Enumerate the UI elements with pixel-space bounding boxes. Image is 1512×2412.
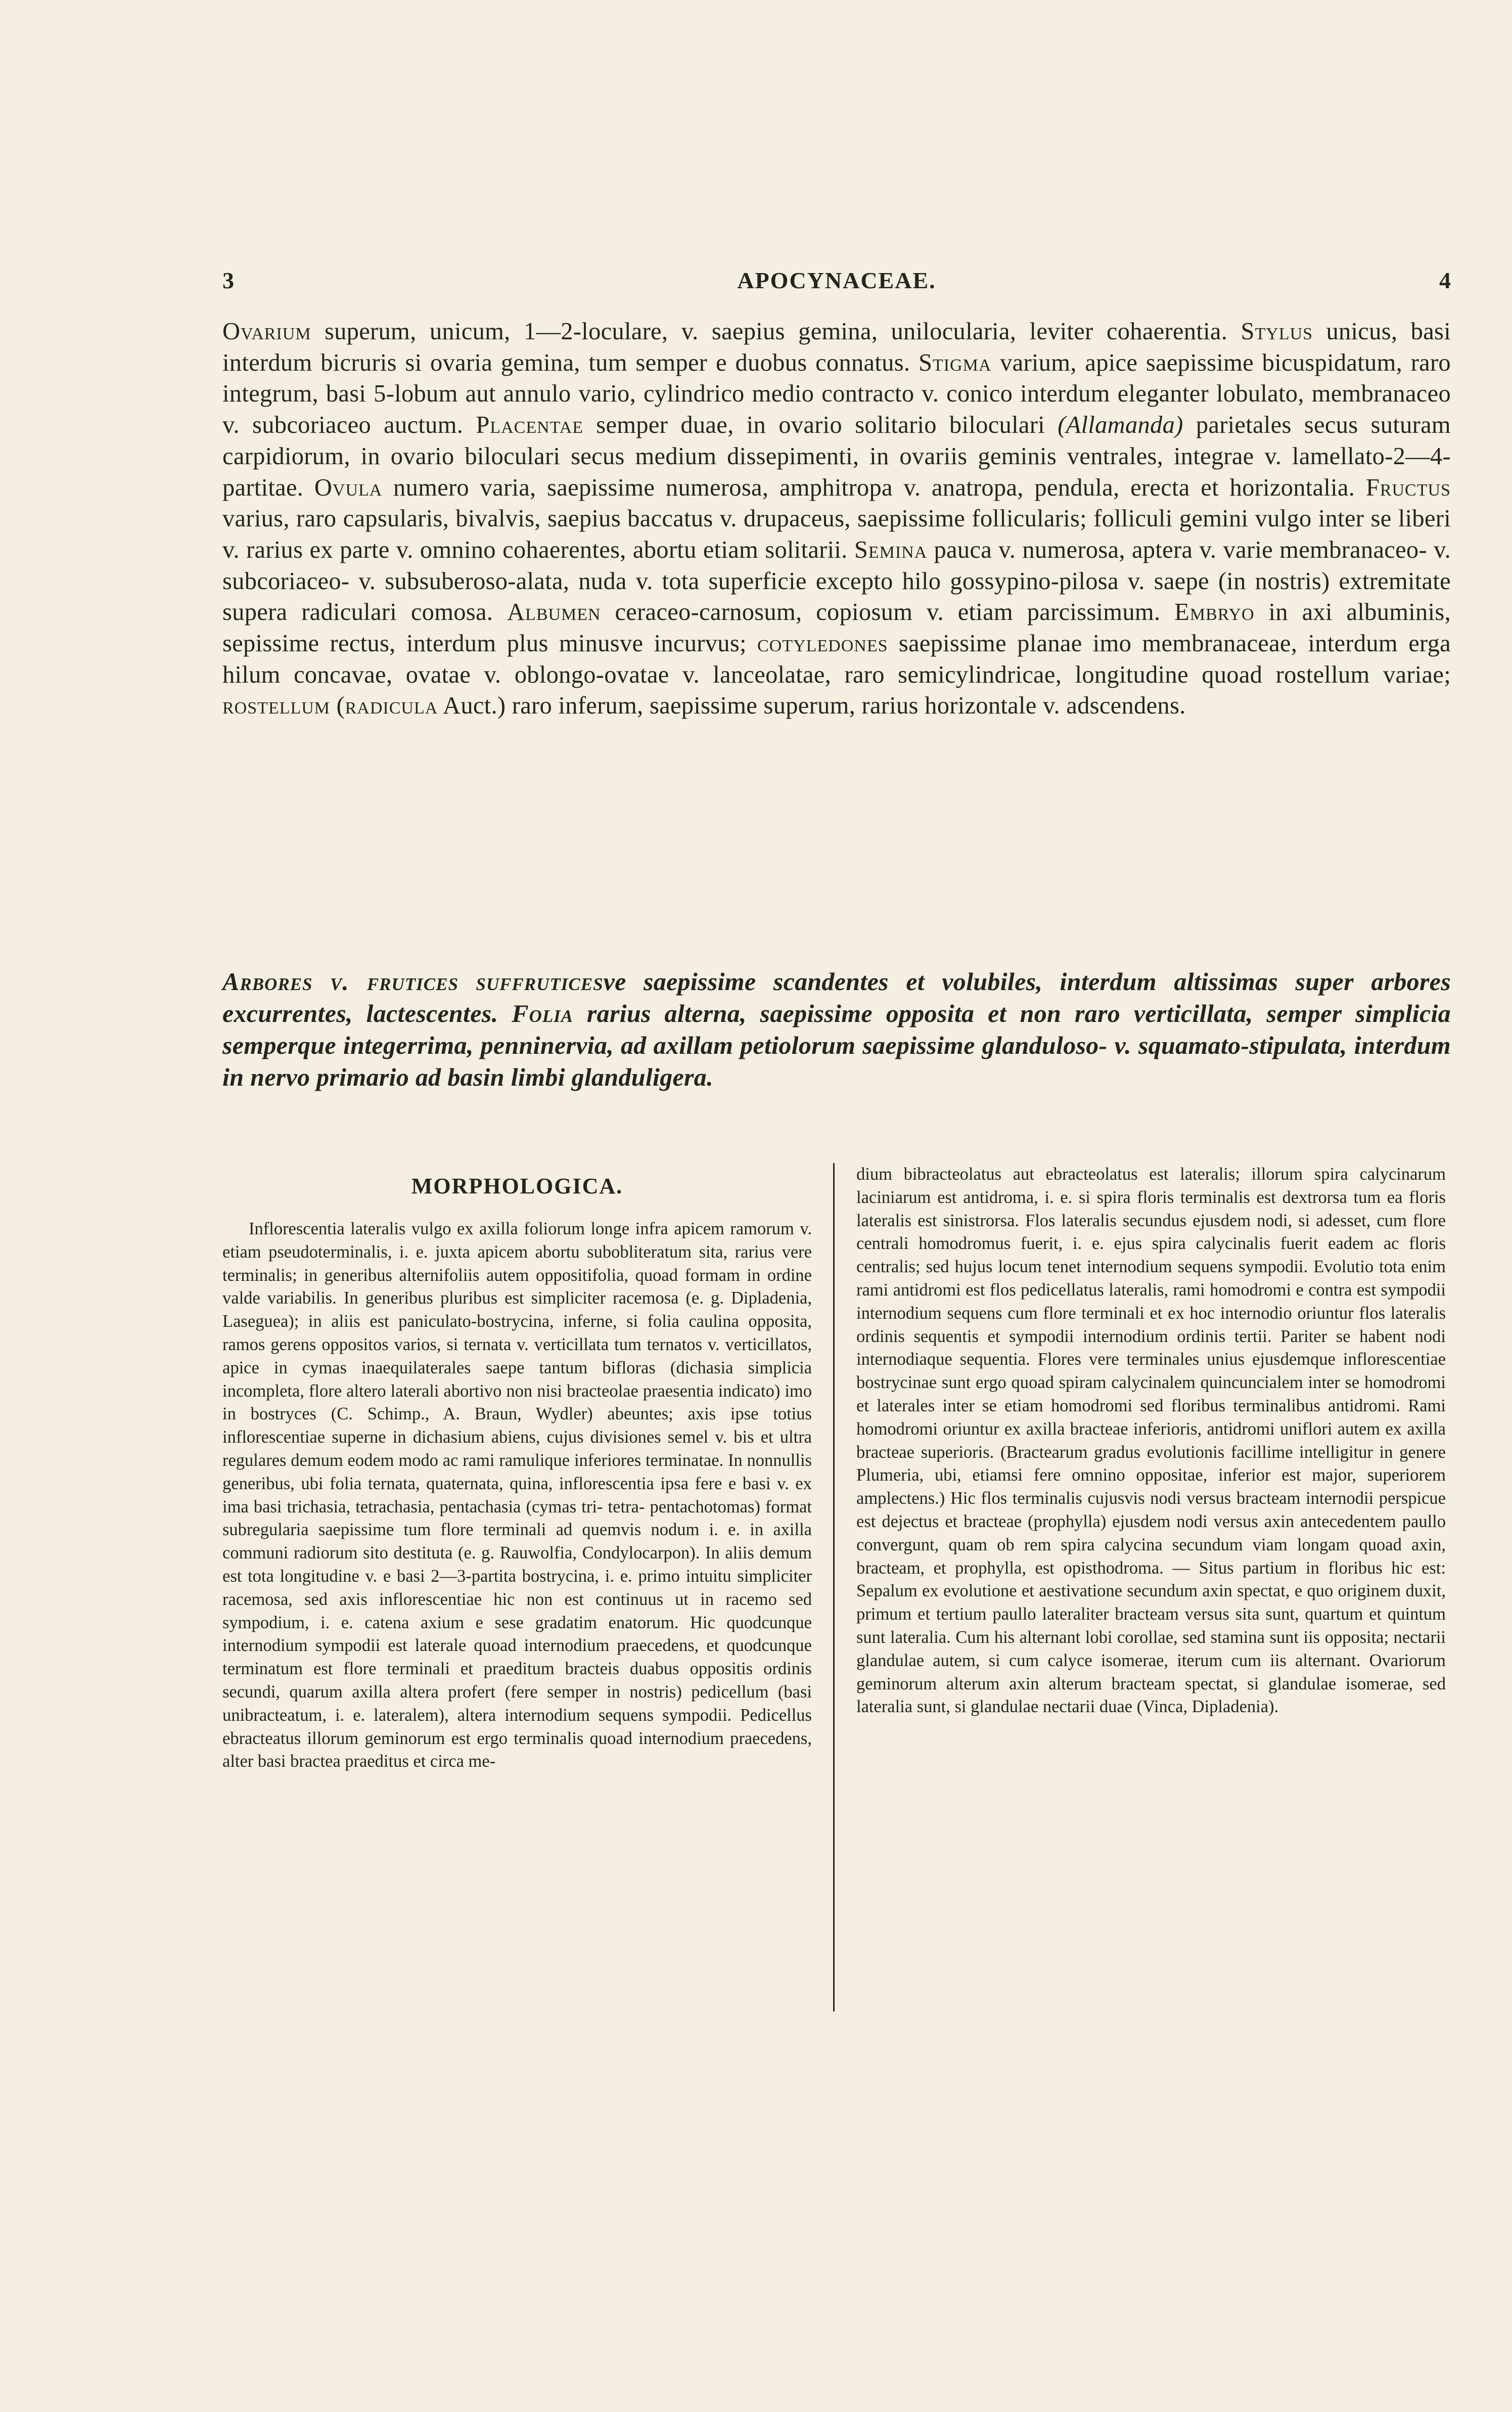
text-semina: pauca v. numerosa, aptera v. varie membranaceo- v. subcoriaceo- v. subsuberoso-alata, nuda v. tota superficie excepto hilo gossypino-pilosa v. saepe (in nostris) extremitate supera radiculari comosa. xyxy=(222,536,1451,626)
column-divider xyxy=(833,1163,835,2012)
right-column-text: dium bibracteolatus aut ebracteolatus est lateralis; illorum spira calycinarum laciniarum est antidroma, i. e. si spira floris terminalis est dextrorsa tum ea floris lateralis est sinistrorsa. Flos lateralis secundus ejusdem nodi, si adesset, cum flore centrali homodromus fuerit, i. e. ejus spira calycinalis fuerit eadem ac floris centralis; sed hujus locum tenet internodium sequens sympodii. Evolutio tota enim rami antidromi est flos pedicellatus lateralis, rami homodromi e contra est sympodii internodium sequens cum flore terminali et ex hoc internodio oriuntur flos lateralis ordinis sequentis et sympodii internodium ordinis tertii. Pariter se habent nodi internodiaque sequentia. Flores vere terminales unius ejusdemque inflorescentiae bostrycinae sunt ergo quoad spiram calycinalem quincuncialem inter se homodromi et laterales inter se etiam homodromi sed floribus terminalibus antidromi. Rami homodromi oriuntur ex axilla bracteae inferioris, antidromi uniflori autem ex axilla bracteae superioris. (Bractearum gradus evolutionis facillime intelligitur in genere Plumeria, ubi, etiamsi fere omnino oppositae, inferior est major, superiorem amplectens.) Hic flos terminalis cujusvis nodi versus bracteam internodii perspicue est dejectus et bracteae (prophylla) ejusdem nodi versus axin antecedentem paullo convergunt, quam ob rem spira calycina secundum viam longam quoad axin, bracteam, et prophylla, est opisthodroma. — Situs partium in floribus hic est: Sepalum ex evolutione et aestivatione secundum axin spectat, e quo originem duxit, primum et tertium paullo lateraliter bracteam versus sita sunt, quartum et quintum sunt lateralia. Cum his alternant lobi corollae, sed stamina sunt iis opposita; nectarii glandulae autem, si cum calyce isomerae, iterum cum iis alternant. Ovariorum geminorum alterum axin alterum bracteam spectat, si glandulae isomerae, sed lateralia sunt, si glandulae nectarii duae (Vinca, Dipladenia). xyxy=(856,1165,1446,1717)
page-number-left: 3 xyxy=(222,267,234,293)
habit-summary xyxy=(222,966,1451,1093)
term-frutices: v. frutices xyxy=(330,967,459,996)
summary-text-folia: rarius alterna, saepissime opposita et non raro verticillata, semper simplicia semperque integerrima, penninervia, ad axillam petiolorum saepissime glanduloso- v. squamato-stipulata, interdum in nervo primario ad basin limbi glanduligera. xyxy=(222,999,1451,1091)
term-fructus: Fructus xyxy=(1365,474,1451,501)
main-paragraph xyxy=(222,316,1451,722)
term-allamanda: (Allamanda) xyxy=(1058,412,1183,439)
text-cotyledones: saepissime planae imo membranaceae, interdum erga hilum concavae, ovatae v. oblongo-ovatae v. lanceolatae, raro semicylindricae, longitudine quoad rostellum variae; xyxy=(222,630,1451,688)
term-arbores: Arbores xyxy=(222,967,313,996)
text-embryo: in axi albuminis, sepissime rectus, interdum plus minusve incurvus; xyxy=(222,599,1451,657)
text-ovula: numero varia, saepissime numerosa, amphitropa v. anatropa, pendula, erecta et horizontalia. xyxy=(393,474,1355,501)
main-description xyxy=(222,316,1451,722)
term-ovula: Ovula xyxy=(314,474,383,501)
page-header xyxy=(222,267,1451,302)
term-ovarium: Ovarium xyxy=(222,318,311,345)
text-rostellum: raro inferum, saepissime superum, rarius horizontale v. adscendens. xyxy=(512,692,1186,720)
summary-text-habit: ve saepissime scandentes et volubiles, interdum altissimas super arbores excurrentes, lactescentes. xyxy=(222,967,1451,1028)
term-suffrutices: suffrutices xyxy=(476,967,604,996)
text-fructus: varius, raro capsularis, bivalvis, saepius baccatus v. drupaceus, saepissime follicularis; folliculi gemini vulgo inter se liberi v. rarius ex parte v. omnino cohaerentes, abortu etiam solitarii. xyxy=(222,505,1451,563)
term-auct: Auct.) xyxy=(443,692,506,720)
term-albumen: Albumen xyxy=(507,599,601,626)
term-folia: Folia xyxy=(512,999,574,1028)
page-number-right: 4 xyxy=(1439,267,1451,293)
term-radicula: (radicula xyxy=(336,692,438,720)
left-column-text: Inflorescentia lateralis vulgo ex axilla foliorum longe infra apicem ramorum v. etiam pseudoterminalis, i. e. juxta apicem abortu subobliteratum sita, rarius vere terminalis; in generibus alternifoliis autem oppositifolia, quoad formam in ordine valde variabilis. In generibus pluribus est simpliciter racemosa (e. g. Dipladenia, Laseguea); in aliis est paniculato-bostrycina, inferne, si folia caulina opposita, ramos gerens oppositos varios, si ternata v. verticillata tum ternatos v. verticillatos, apice in cymas inaequilaterales saepe tantum bifloras (dichasia simplicia incompleta, flore altero laterali abortivo non nisi bracteolae praesentia indicato) imo in bostryces (C. Schimp., A. Braun, Wydler) abeuntes; axis ipse totius inflorescentiae superne in dichasium abiens, cujus divisiones semel v. bis et ultra regulares demum eodem modo ac rami ramulique inferiores terminatae. In nonnullis generibus, ubi folia ternata, quaternata, quina, inflorescentia ipsa fere e basi v. ex ima basi trichasia, tetrachasia, pentachasia (cymas tri- tetra- pentachotomas) format subregularia saepissime tum flore terminali ad quemvis nodum i. e. in axilla communi radiorum sito destituta (e. g. Rauwolfia, Condylocarpon). In aliis demum est tota longitudine v. e basi 2—3-partita bostrycina, i. e. primo intuitu simpliciter racemosa, sed axis inflorescentiae hic non est continuus ut in racemo sed sympodium, i. e. catena axium e sese gradatim enatorum. Hic quodcunque internodium sympodii est laterale quoad internodium praecedens, et quodcunque terminatum est flore terminali et praeditum bracteis duabus oppositis ordinis secundi, quarum axilla altera profert (fere semper in nostris) pedicellum (basi unibracteatum, i. e. lateralem), altera internodium sequens sympodii. Pedicellus ebracteatus illorum geminorum est ergo terminalis quoad internodium praecedens, alter basi bractea praeditus et circa me- xyxy=(222,1219,812,1771)
text-placentae-b: parietales secus suturam carpidiorum, in ovario biloculari secus medium dissepimenti, in ovariis geminis ventrales, integrae v. lamellato-2—4-partitae. xyxy=(222,412,1451,501)
term-stylus: Stylus xyxy=(1241,318,1313,345)
term-rostellum: rostellum xyxy=(222,692,330,720)
term-stigma: Stigma xyxy=(918,349,992,376)
right-column xyxy=(856,1163,1446,1719)
text-ovarium: superum, unicum, 1—2-loculare, v. saepius gemina, unilocularia, leviter cohaerentia. xyxy=(324,318,1228,345)
term-semina: Semina xyxy=(854,536,928,563)
section-heading: MORPHOLOGICA. xyxy=(411,1174,623,1198)
text-albumen: ceraceo-carnosum, copiosum v. etiam parcissimum. xyxy=(615,599,1161,626)
term-embryo: Embryo xyxy=(1174,599,1255,626)
term-placentae: Placentae xyxy=(476,412,584,439)
text-placentae-a: semper duae, in ovario solitario biloculari xyxy=(596,412,1045,439)
term-cotyledones: cotyledones xyxy=(757,630,888,657)
left-column xyxy=(222,1163,812,1773)
text-stylus: unicus, basi interdum bicruris si ovaria gemina, tum semper e duobus connatus. xyxy=(222,318,1451,376)
text-stigma: varium, apice saepissime bicuspidatum, raro integrum, basi 5-lobum aut annulo vario, cylindrico medio contracto v. conico interdum eleganter lobulato, membranaceo v. subcoriaceo auctum. xyxy=(222,349,1451,439)
running-title: APOCYNACEAE. xyxy=(737,267,936,293)
